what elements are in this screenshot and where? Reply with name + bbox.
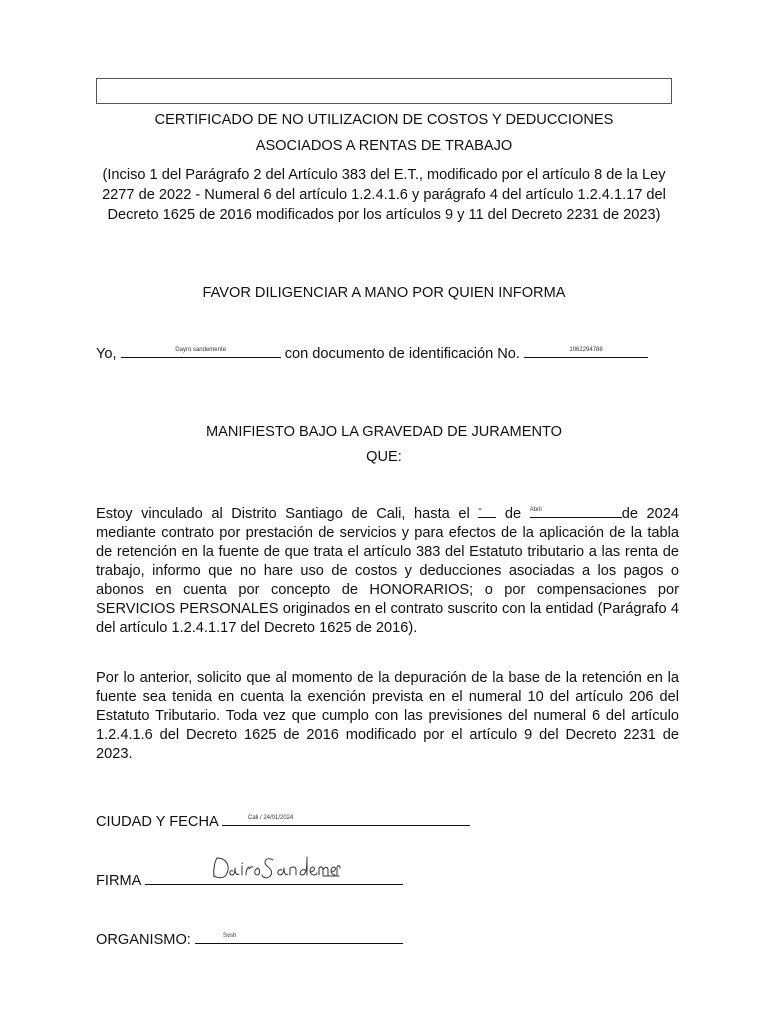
de-word: de: [504, 506, 522, 522]
city-date-line: [96, 811, 470, 832]
name-value: Dayro sandemente: [175, 347, 226, 353]
month-field[interactable]: [530, 503, 622, 518]
title-line-2: ASOCIADOS A RENTAS DE TRABAJO: [255, 138, 513, 154]
id-number-field[interactable]: [524, 343, 648, 358]
signature-label: FIRMA: [96, 873, 141, 889]
request-paragraph: Por lo anterior, solicito que al momento de la depuración de la base de la retención en la fuente sea tenida en cuenta la exención prevista en el numeral 10 del artículo 206 del Estatuto Tributario. Toda vez que cumplo con las previsiones del numeral 6 del artículo 1.2.4.1.6 del Decreto 1625 de 2016 modificado por el artículo 9 del Decreto 2231 de 2023.: [96, 670, 679, 762]
declarant-line: [96, 343, 648, 364]
para1-intro: Estoy vinculado al Distrito Santiago de Cali, hasta el: [96, 506, 470, 522]
signature-line: [96, 870, 403, 891]
organism-line: [96, 929, 403, 950]
declaration-paragraph: [96, 503, 679, 638]
header-box: [96, 78, 672, 104]
oath-que: QUE:: [366, 449, 402, 465]
id-number-value: 1062294788: [569, 347, 603, 353]
handwritten-signature: [211, 853, 341, 883]
day-field[interactable]: [478, 503, 496, 518]
title-line-1: CERTIFICADO DE NO UTILIZACION DE COSTOS Y DEDUCCIONES: [154, 112, 614, 128]
id-label: con documento de identificación No.: [284, 346, 520, 362]
organism-value: Svsh: [222, 933, 237, 939]
city-date-value: Cali / 24/01/2024: [247, 815, 294, 821]
signature-field[interactable]: [145, 870, 403, 885]
fill-instruction: FAVOR DILIGENCIAR A MANO POR QUIEN INFORMA: [202, 285, 566, 301]
name-field[interactable]: [121, 343, 281, 358]
para1-body: de 2024 mediante contrato por prestación de servicios y para efectos de la aplicación de la tabla de retención en la fuente de que trata el artículo 383 del Estatuto tributario a las renta de trabajo, informo que no hare uso de costos y deducciones asociadas a los pagos o abonos en cuenta por concepto de HONORARIOS; o por compensaciones por SERVICIOS PERSONALES originados en el contrato suscrito con la entidad (Parágrafo 4 del artículo 1.2.4.1.17 del Decreto 1625 de 2016).: [96, 506, 680, 636]
legal-reference: (Inciso 1 del Parágrafo 2 del Artículo 383 del E.T., modificado por el artículo 8 de la Ley 2277 de 2022 - Numeral 6 del artículo 1.2.4.1.6 y parágrafo 4 del artículo 1.2.4.1.17 del Decreto 1625 de 2016 modificados por los artículos 9 y 11 del Decreto 2231 de 2023): [102, 167, 666, 223]
day-value: =: [478, 507, 482, 513]
organism-label: ORGANISMO:: [96, 932, 191, 948]
declarant-prefix: Yo,: [96, 346, 117, 362]
oath-heading: MANIFIESTO BAJO LA GRAVEDAD DE JURAMENTO: [206, 424, 562, 440]
month-value: Abril: [529, 507, 542, 513]
organism-field[interactable]: [195, 929, 403, 944]
city-date-field[interactable]: [222, 811, 470, 826]
city-date-label: CIUDAD Y FECHA: [96, 814, 218, 830]
